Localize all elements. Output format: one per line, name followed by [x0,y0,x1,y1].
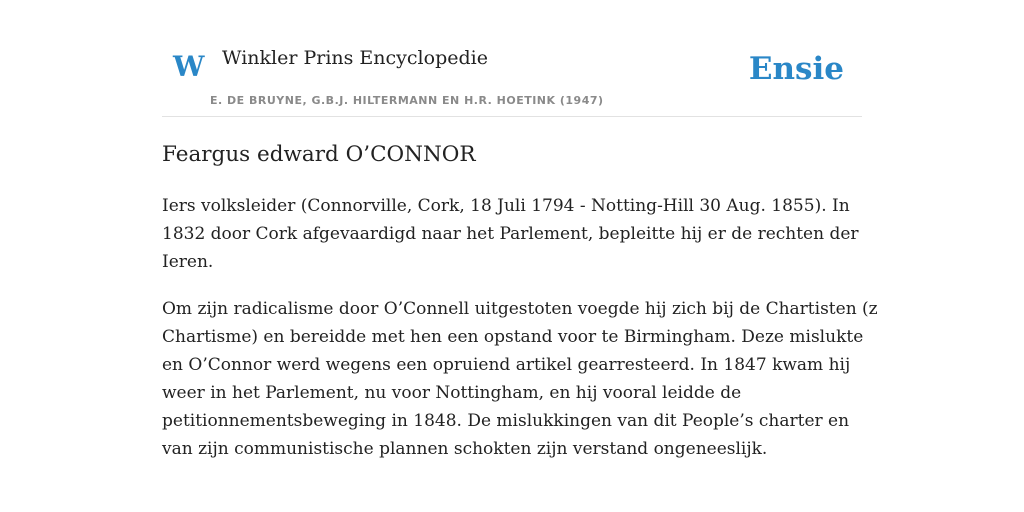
winkler-prins-logo[interactable]: W [173,50,205,83]
paragraph-line: Chartisme) en bereidde met hen een opstand voor te Birmingham. Deze mislukte [162,327,864,347]
paragraph-line: Ieren. [162,252,214,272]
source-title-link[interactable]: Winkler Prins Encyclopedie [222,47,488,69]
paragraph-line: en O’Connor werd wegens een opruiend artikel gearresteerd. In 1847 kwam hij [162,355,851,375]
ensie-logo[interactable]: Ensie [748,51,844,87]
source-header [162,0,862,117]
paragraph-line: petitionnementsbeweging in 1848. De mislukkingen van dit People’s charter en [162,411,850,431]
source-authors: E. DE BRUYNE, G.B.J. HILTERMANN EN H.R. HOETINK (1947) [210,94,604,107]
article-paragraph-2 [162,295,877,463]
paragraph-line: weer in het Parlement, nu voor Nottingham, en hij vooral leidde de [162,383,742,403]
paragraph-line: Om zijn radicalisme door O’Connell uitgestoten voegde hij zich bij de Chartisten (z [162,299,878,319]
article-title: Feargus edward O’CONNOR [162,142,476,167]
paragraph-line: 1832 door Cork afgevaardigd naar het Parlement, bepleitte hij er de rechten der [162,224,859,244]
paragraph-line: van zijn communistische plannen schokten zijn verstand ongeneeslijk. [162,439,768,459]
article-paragraph-1 [162,192,877,276]
paragraph-line: Iers volksleider (Connorville, Cork, 18 Juli 1794 - Notting-Hill 30 Aug. 1855). In [162,196,850,216]
